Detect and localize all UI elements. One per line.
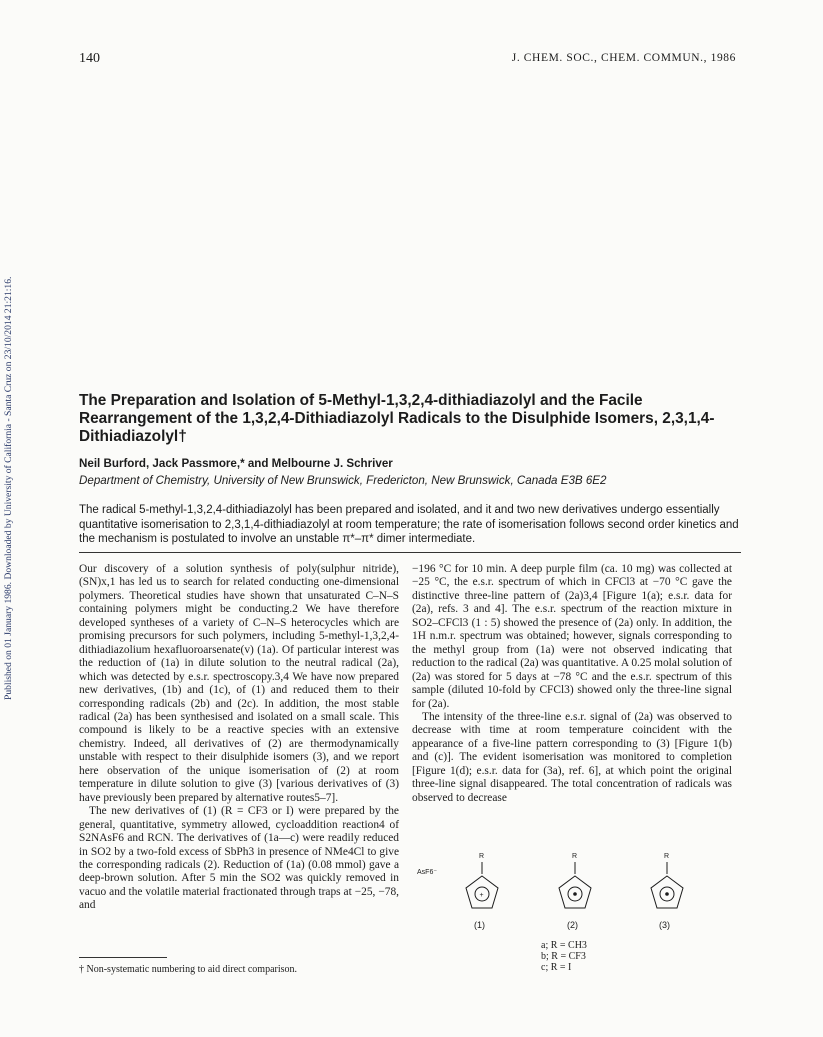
key-entry: a; R = CH3 — [541, 940, 587, 951]
structure-label: (2) — [567, 920, 578, 930]
abstract: The radical 5-methyl-1,3,2,4-dithiadiazolyl has been prepared and isolated, and it and two new derivatives undergo essentially quantitative isomerisation to 2,3,1,4-dithiadiazolyl at room temperature; the rate of isomerisation follows second order kinetics and the mechanism is postulated to involve an unstable π*–π* dimer intermediate. — [79, 504, 739, 545]
page-number: 140 — [79, 51, 100, 66]
structure-2 — [559, 853, 591, 908]
paragraph: The intensity of the three-line e.s.r. signal of (2a) was observed to decrease with time at room temperature coincident with the appearance of a five-line pattern corresponding to (3) [Figure 1(b) and (c)]. The evident isomerisation was monitored to completion [Figure 1(d); e.s.r. data for (3a), ref. 6], at which point the original three-line signal disappeared. The total concentration of radicals was observed to decrease — [412, 710, 732, 804]
substituent-label: R — [572, 853, 578, 860]
counter-ion: AsF6⁻ — [417, 869, 438, 876]
right-column — [412, 563, 732, 805]
substituent-key — [541, 940, 587, 973]
substituent-label: R — [664, 853, 670, 860]
article-title: The Preparation and Isolation of 5-Methyl-1,3,2,4-dithiadiazolyl and the Facile Rearrangement of the 1,3,2,4-Dithiadiazolyl Radicals to the Disulphide Isomers, 2,3,1,4-Dithiadiazolyl† — [79, 392, 715, 445]
substituent-label: R — [479, 853, 485, 860]
paragraph: The new derivatives of (1) (R = CF3 or I) were prepared by the general, quantitative, symmetry allowed, cycloaddition reaction4 of S2NAsF6 and RCN. The derivatives of (1a—c) were readily reduced in SO2 by a two-fold excess of SbPh3 in presence of NMe4Cl to give the corresponding radicals (2). Reduction of (1a) (0.08 mmol) gave a deep-brown solution. After 5 min the SO2 was quickly removed in vacuo and the volatile material fractionated through traps at −25, −78, and — [79, 805, 399, 912]
footnote: † Non-systematic numbering to aid direct comparison. — [79, 964, 298, 975]
structure-label: (1) — [474, 920, 485, 930]
abstract-rule — [79, 552, 741, 553]
download-watermark: Published on 01 January 1986. Downloaded by University of California - Santa Cruz on 23/10/2014 21:21:16. — [3, 276, 14, 700]
radical-dot — [573, 892, 577, 896]
radical-dot — [665, 892, 669, 896]
author-list: Neil Burford, Jack Passmore,* and Melbourne J. Schriver — [79, 457, 393, 470]
structure-1 — [466, 853, 498, 908]
ring — [651, 876, 683, 908]
ring — [559, 876, 591, 908]
footnote-rule — [79, 957, 167, 958]
charge-symbol: + — [479, 892, 484, 899]
affiliation: Department of Chemistry, University of New Brunswick, Fredericton, New Brunswick, Canada E3B 6E2 — [79, 474, 607, 487]
key-entry: b; R = CF3 — [541, 951, 586, 962]
paragraph: Our discovery of a solution synthesis of poly(sulphur nitride), (SN)x,1 has led us to search for related conducting one-dimensional polymers. Theoretical studies have shown that unsaturated C–N–S containing polymers might be conducting.2 We have therefore developed syntheses of a variety of C–N–S heterocycles which are promising precursors for such polymers, including 5-methyl-1,3,2,4-dithiadiazolium hexafluoroarsenate(v) (1a). Of particular interest was the reduction of (1a) in dilute solution to the neutral radical (2a), which was detected by e.s.r. spectroscopy.3,4 We have now prepared new derivatives, (1b) and (1c), of (1) and reduced them to their corresponding radicals (2b) and (2c). In addition, the most stable radical (2a) has been synthesised and isolated on a small scale. This compound is likely to be a reactive species with an extensive chemistry. Indeed, all derivatives of (2) are thermodynamically unstable with respect to their disulphide isomers (3), and we report here observation of the unique isomerisation of (2) at room temperature in dilute solution to give (3) [various derivatives of (3) have previously been prepared by alternative routes5–7]. — [79, 563, 399, 804]
key-entry: c; R = I — [541, 962, 572, 973]
structure-3 — [651, 853, 683, 908]
journal-header: J. CHEM. SOC., CHEM. COMMUN., 1986 — [511, 52, 736, 64]
paragraph: −196 °C for 10 min. A deep purple film (ca. 10 mg) was collected at −25 °C, the e.s.r. spectrum of which in CFCl3 at −70 °C gave the distinctive three-line pattern of (2a)3,4 [Figure 1(a); e.s.r. data for (2a), refs. 3 and 4]. The e.s.r. spectrum of the reaction mixture in SO2–CFCl3 (1 : 5) showed the presence of (2a) only. In addition, the 1H n.m.r. spectrum was obtained; however, signals corresponding to the methyl group from (1a) were not observed indicating that reduction to the radical (2a) was quantitative. A 0.25 molal solution of (2a) was stored for 5 days at −78 °C and the e.s.r. spectrum of this sample (diluted 10-fold by CFCl3) showed only the three-line signal for (2a). — [412, 563, 732, 710]
structure-label: (3) — [659, 920, 670, 930]
left-column — [79, 563, 399, 913]
